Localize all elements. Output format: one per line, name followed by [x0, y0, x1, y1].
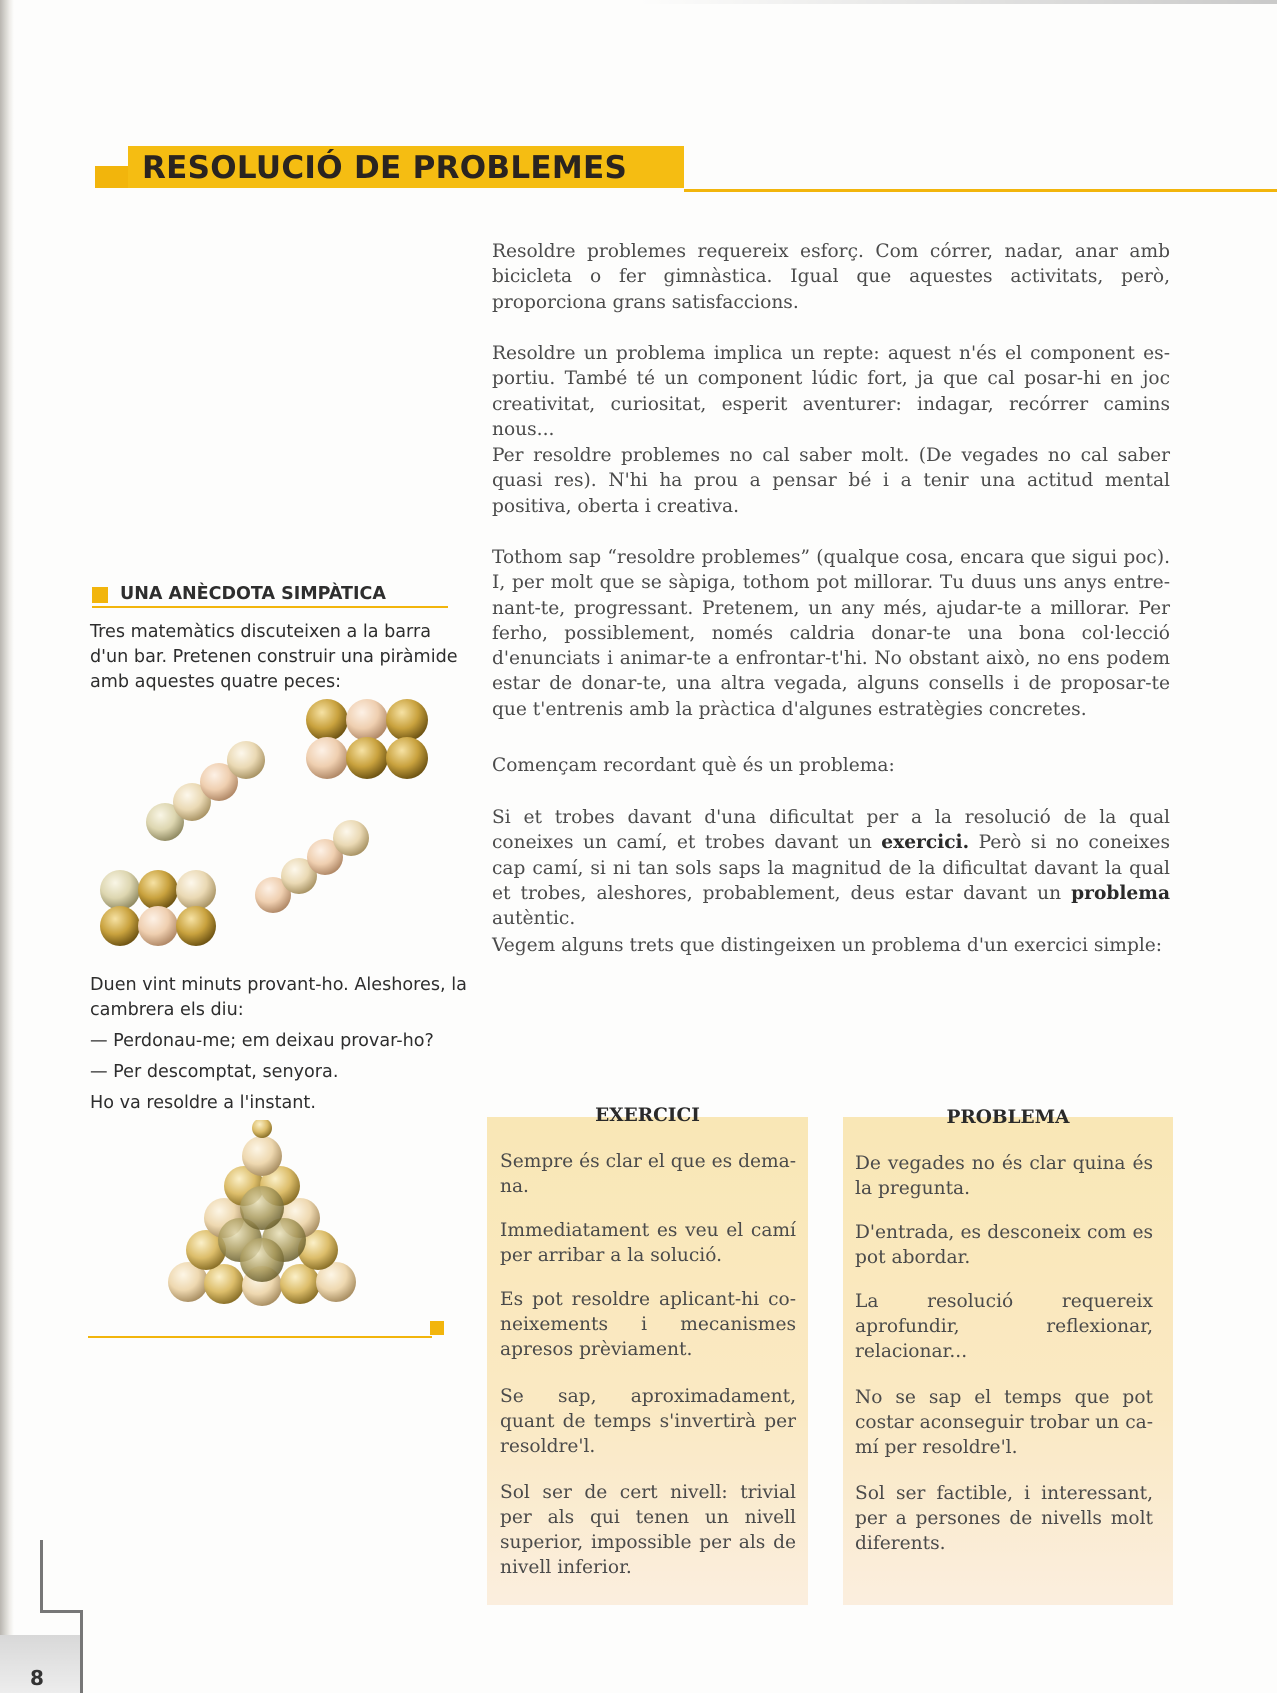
paragraph-7: Vegem alguns trets que distingeixen un problema d'un exercici simple: — [492, 935, 1163, 956]
term-problema: problema — [1071, 882, 1170, 904]
sidebar-intro-line: d'un bar. Pretenen construir una piràmide — [90, 647, 458, 667]
title-rule — [684, 189, 1277, 192]
sidebar-rule — [92, 606, 448, 608]
chain-piece-2 — [255, 820, 369, 913]
chain-piece-1 — [146, 741, 265, 841]
paragraph-2: Resoldre un problema implica un repte: aquest n'és el component esportiu. També té un component lúdic fort, ja que cal posar-hi en joc creativitat, curiositat, esperit aventurer: indagar, recórrer camins nous... — [492, 343, 1170, 440]
page-edge-shadow — [0, 0, 14, 1693]
page-corner-mark — [0, 1540, 43, 1610]
paragraph-1: Resoldre problemes requereix esforç. Com córrer, nadar, anar amb bicicleta o fer gimnàstica. Igual que aquestes activitats, però, proporciona grans satisfaccions. — [492, 241, 1170, 313]
exercici-item: Immediatament es veu el camí per arribar a la solució. — [500, 1220, 796, 1266]
sidebar-story-line: cambrera els diu: — [90, 1000, 244, 1020]
paragraph-5: Començam recordant què és un problema: — [492, 755, 895, 776]
problema-item: D'entrada, es desconeix com es pot abordar. — [855, 1222, 1153, 1268]
sidebar-intro-line: amb aquestes quatre peces: — [90, 672, 342, 692]
exercici-item: Se sap, aproximadament, quant de temps s'invertirà per resoldre'l. — [500, 1386, 796, 1457]
sidebar-bottom-marker — [430, 1321, 444, 1335]
page-corner-mark — [40, 1610, 83, 1693]
paragraph-4: Tothom sap “resoldre problemes” (qualque cosa, encara que sigui poc). I, per molt que se sàpiga, tothom pot millorar. Tu duus uns anys entrenant-te, progressant. Pretenem, un any més, ajudar-te a millorar. Per ferho, possiblement, només caldria donar-te una bona col·lecció d'enunciats i animar-te a enfrontar-t'hi. No obstant això, no ens podem estar de donar-te, una altra vegada, alguns consells i de proposar-te que t'entrenis amb la pràctica d'algunes estratègies concretes. — [492, 547, 1170, 720]
sidebar-marker — [92, 587, 108, 603]
term-exercici: exercici. — [881, 832, 970, 854]
title-banner-stub — [95, 166, 129, 188]
exercici-item: Sempre és clar el que es demana. — [500, 1151, 796, 1197]
problema-item: No se sap el temps que pot costar aconseguir trobar un camí per resoldre'l. — [855, 1387, 1153, 1458]
problema-item: De vegades no és clar quina és la pregunta. — [855, 1153, 1153, 1199]
exercici-heading: EXERCICI — [595, 1105, 700, 1126]
sidebar-intro — [90, 620, 458, 695]
paragraph-6: Si et trobes davant d'una dificultat per a la resolució de la qual coneixes un camí, et trobes davant un exercici. Però si no coneixes cap camí, si ni tan sols saps la magnitud de la dificultat davant la qual et trobes, aleshores, probablement, deus estar davant un problema autèntic. — [492, 807, 1170, 930]
problema-item: Sol ser factible, i interessant, per a persones de nivells molt diferents. — [855, 1483, 1153, 1554]
sidebar-bottom-rule — [88, 1336, 432, 1338]
sidebar-dialogue-line: — Per descomptat, senyora. — [90, 1062, 339, 1082]
sidebar-story-line: Duen vint minuts provant-ho. Aleshores, la — [90, 975, 467, 995]
page-number: 8 — [30, 1666, 44, 1690]
top-page-line — [640, 0, 1277, 4]
paragraph-3: Per resoldre problemes no cal saber molt. (De vegades no cal saber quasi res). N'hi ha prou a pensar bé i a tenir una actitud mental positiva, oberta i creativa. — [492, 445, 1170, 517]
problema-item: La resolució requereix aprofundir, reflexionar, relacionar... — [855, 1291, 1153, 1362]
sidebar-story — [90, 973, 467, 1116]
sidebar-story-line: Ho va resoldre a l'instant. — [90, 1093, 316, 1113]
problema-heading: PROBLEMA — [946, 1107, 1070, 1128]
page-title: RESOLUCIÓ DE PROBLEMES — [142, 150, 628, 186]
pyramid-illustration — [150, 1120, 380, 1310]
block-piece-1 — [306, 699, 428, 779]
sidebar-dialogue-line: — Perdonau-me; em deixau provar-ho? — [90, 1031, 434, 1051]
exercici-item: Sol ser de cert nivell: trivial per als qui tenen un nivell superior, impossible per als de nivell inferior. — [500, 1482, 796, 1578]
block-piece-2 — [100, 870, 216, 946]
sidebar-heading: UNA ANÈCDOTA SIMPÀTICA — [120, 584, 386, 604]
sidebar-intro-line: Tres matemàtics discuteixen a la barra — [90, 622, 431, 642]
exercici-item: Es pot resoldre aplicant-hi coneixements i mecanismes apresos prèviament. — [500, 1289, 796, 1360]
puzzle-pieces-illustration — [90, 690, 450, 960]
